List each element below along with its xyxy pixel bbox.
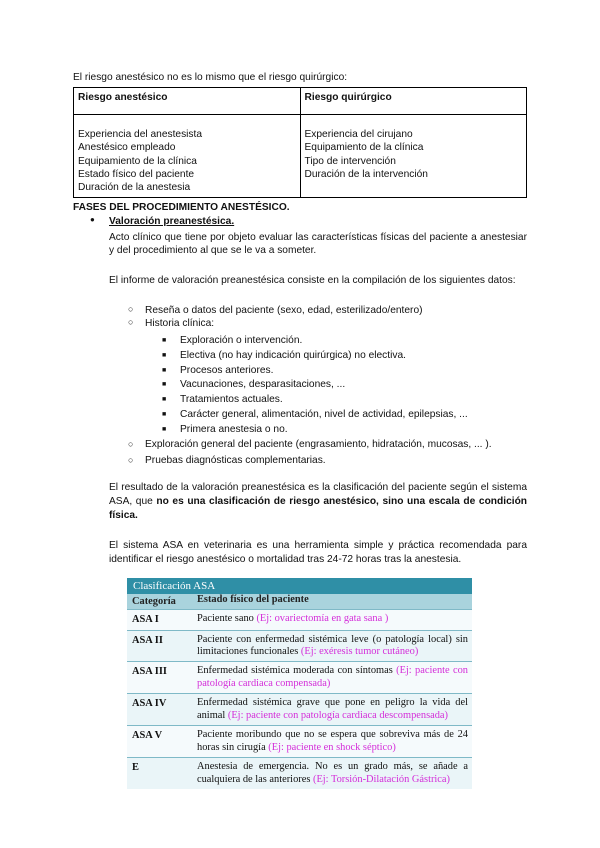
- asa-text: Enfermedad sistémica moderada con síntomas: [197, 665, 397, 677]
- paragraph-report: El informe de valoración preanestésica consiste en la compilación de los siguientes datos:: [109, 275, 516, 286]
- asa-example: (Ej: paciente en shock séptico): [268, 741, 396, 753]
- surgical-risk-item: Equipamiento de la clínica: [304, 142, 424, 154]
- asa-text: Paciente con enfermedad sistémica leve (o patología local) sin limitaciones funcionales: [197, 633, 468, 657]
- anesthetic-risk-item: Estado físico del paciente: [78, 168, 195, 180]
- sub-list-item: ■ Tratamientos actuales.: [180, 393, 527, 408]
- sub-list-item: ■ Carácter general, alimentación, nivel de actividad, epilepsias, ...: [180, 408, 527, 423]
- asa-description: [197, 726, 472, 757]
- history-sublist: [180, 334, 527, 438]
- surgical-risk-item: Tipo de intervención: [304, 155, 396, 167]
- asa-col-status: Estado físico del paciente: [197, 594, 309, 605]
- asa-category: ASA IV: [132, 698, 167, 710]
- sub-list-item: ■ Procesos anteriores.: [180, 364, 527, 379]
- sub-list-item: ■ Primera anestesia o no.: [180, 423, 527, 438]
- asa-description: [197, 758, 472, 789]
- asa-description: [197, 610, 472, 630]
- anesthetic-risk-item: Equipamiento de la clínica: [78, 155, 197, 167]
- section-list: [109, 215, 527, 228]
- subsection-title: Valoración preanestésica.: [109, 216, 235, 227]
- sub-list-item: ■ Exploración o intervención.: [180, 334, 527, 349]
- paragraph-asa-result-text: El resultado de la valoración preanestésica es la clasificación del paciente según el sistema ASA, que: [109, 482, 527, 508]
- intro-text: El riesgo anestésico no es lo mismo que el riesgo quirúrgico:: [73, 72, 348, 83]
- paragraph-asa-result-bold: no es una clasificación de riesgo anestésico, sino una escala de condición física.: [109, 496, 528, 522]
- anesthetic-risk-item: Duración de la anestesia: [78, 182, 191, 193]
- risk-comparison-table: [73, 87, 527, 198]
- asa-table-header: [127, 594, 472, 609]
- asa-example: (Ej: ovariectomía en gata sana ): [256, 613, 389, 624]
- paragraph-definition: Acto clínico que tiene por objeto evaluar las características físicas del paciente a anestesiar y del procedimiento al que se le va a someter.: [109, 232, 527, 257]
- list-item: ○ Pruebas diagnósticas complementarias.: [145, 453, 527, 469]
- asa-example: (Ej: paciente con patología cardiaca descompensada): [227, 709, 448, 721]
- asa-description: [197, 662, 472, 693]
- asa-row: [127, 630, 472, 662]
- anesthetic-risk-item: Experiencia del anestesista: [78, 129, 203, 140]
- asa-text: Paciente sano: [197, 613, 257, 624]
- anesthetic-risk-item: Anestésico empleado: [78, 142, 176, 154]
- anesthetic-risk-cell: [74, 115, 301, 198]
- surgical-risk-item: Experiencia del cirujano: [304, 129, 413, 140]
- asa-text: Paciente moribundo que no se espera que sobreviva más de 24 horas sin cirugía: [197, 729, 468, 753]
- asa-description: [197, 631, 472, 662]
- data-list-cont: [145, 437, 527, 468]
- asa-text: Anestesia de emergencia. No es un grado más, se añade a cualquiera de las anteriores: [197, 761, 468, 785]
- anesthetic-risk-header: Riesgo anestésico: [74, 88, 301, 115]
- sub-list-item: ■ Vacunaciones, desparasitaciones, ...: [180, 378, 527, 393]
- asa-category: ASA II: [132, 634, 163, 646]
- asa-classification-table: [127, 578, 472, 789]
- list-item: ○ Exploración general del paciente (engrasamiento, hidratación, mucosas, ... ).: [145, 437, 527, 453]
- asa-category: ASA V: [132, 730, 163, 742]
- asa-example: (Ej: paciente con patología cardiaca compensada): [197, 665, 469, 689]
- surgical-risk-item: Duración de la intervención: [304, 168, 428, 180]
- section-title: FASES DEL PROCEDIMIENTO ANESTÉSICO.: [73, 202, 290, 213]
- paragraph-asa-system: El sistema ASA en veterinaria es una herramienta simple y práctica recomendada para identificar el riesgo anestésico o mortalidad tras 24-72 horas tras la anestesia.: [109, 540, 527, 566]
- surgical-risk-header: Riesgo quirúrgico: [300, 88, 527, 115]
- list-item: ○ Historia clínica:: [145, 317, 527, 330]
- asa-table-body: [127, 609, 472, 789]
- asa-text: Enfermedad sistémica grave que pone en peligro la vida del animal: [197, 697, 468, 721]
- asa-row: [127, 757, 472, 789]
- asa-row: [127, 661, 472, 693]
- paragraph-asa-result: [109, 481, 527, 523]
- asa-table-title: Clasificación ASA: [127, 578, 472, 594]
- surgical-risk-cell: [300, 115, 527, 198]
- asa-example: (Ej: exéresis tumor cutáneo): [300, 646, 419, 657]
- asa-category: ASA III: [132, 666, 167, 678]
- asa-col-category: Categoría: [132, 596, 176, 607]
- asa-category: ASA I: [132, 614, 159, 625]
- asa-example: (Ej: Torsión-Dilatación Gástrica): [312, 773, 450, 785]
- data-list: [145, 304, 527, 331]
- asa-row: [127, 693, 472, 725]
- list-item: ○ Reseña o datos del paciente (sexo, edad, esterilizado/entero): [145, 304, 527, 317]
- asa-row: [127, 725, 472, 757]
- asa-category: E: [132, 762, 139, 774]
- sub-list-item: ■ Electiva (no hay indicación quirúrgica) no electiva.: [180, 349, 527, 364]
- subsection-item: [109, 215, 527, 228]
- asa-row: [127, 609, 472, 630]
- asa-description: [197, 694, 472, 725]
